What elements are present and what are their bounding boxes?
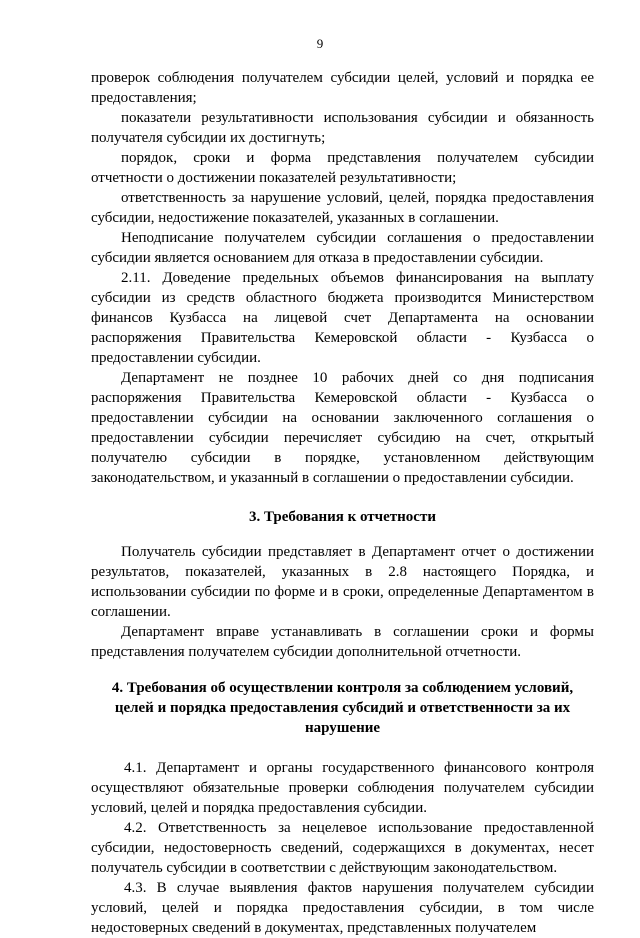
paragraph: порядок, сроки и форма представления получателем субсидии отчетности о достижении показателей результативности; bbox=[91, 150, 594, 186]
paragraph: 4.1. Департамент и органы государственного финансового контроля осуществляют обязательные проверки соблюдения получателем субсидии условий, целей и порядка предоставления субсидии. bbox=[91, 760, 594, 816]
paragraph: 2.11. Доведение предельных объемов финансирования на выплату субсидии из средств областного бюджета производится Министерством финансов Кузбасса на лицевой счет Департамента на основании распоряжения Правительства Кемеровской области - Кузбасса о предоставлении субсидии. bbox=[91, 270, 594, 366]
heading-line: 4. Требования об осуществлении контроля за соблюдением условий, bbox=[111, 680, 574, 696]
paragraph: 4.3. В случае выявления фактов нарушения получателем субсидии условий, целей и порядка предоставления субсидии, в том числе недостоверных сведений в документах, представленных получателем bbox=[91, 880, 594, 936]
paragraph: Неподписание получателем субсидии соглашения о предоставлении субсидии является основанием для отказа в предоставлении субсидии. bbox=[91, 230, 594, 266]
section-4-heading bbox=[91, 678, 594, 738]
document-body bbox=[91, 68, 594, 938]
heading-line: целей и порядка предоставления субсидий и ответственности за их bbox=[114, 700, 571, 716]
paragraph: показатели результативности использования субсидии и обязанность получателя субсидии их достигнуть; bbox=[91, 110, 594, 146]
paragraph: 4.2. Ответственность за нецелевое использование предоставленной субсидии, недостоверность сведений, содержащихся в документах, несет получатель субсидии в соответствии с действующим законодательством. bbox=[91, 820, 594, 876]
paragraph: Получатель субсидии представляет в Департамент отчет о достижении результатов, показателей, указанных в 2.8 настоящего Порядка, и использовании субсидии по форме и в сроки, определенные Департаментом в соглашении. bbox=[91, 544, 594, 620]
paragraph: Департамент не позднее 10 рабочих дней со дня подписания распоряжения Правительства Кемеровской области - Кузбасса о предоставлении субсидии на основании заключенного соглашения о предоставлении субсидии перечисляет субсидию на счет, открытый получателю субсидии в порядке, установленном действующим законодательством, и указанный в соглашении о предоставлении субсидии. bbox=[91, 370, 594, 486]
page-number: 9 bbox=[316, 36, 324, 51]
section-3-heading: 3. Требования к отчетности bbox=[249, 509, 436, 525]
heading-line: нарушение bbox=[304, 720, 381, 736]
paragraph: проверок соблюдения получателем субсидии целей, условий и порядка ее предоставления; bbox=[91, 70, 594, 106]
paragraph: Департамент вправе устанавливать в соглашении сроки и формы представления получателем субсидии дополнительной отчетности. bbox=[91, 624, 594, 660]
paragraph: ответственность за нарушение условий, целей, порядка предоставления субсидии, недостижение показателей, указанных в соглашении. bbox=[91, 190, 594, 226]
